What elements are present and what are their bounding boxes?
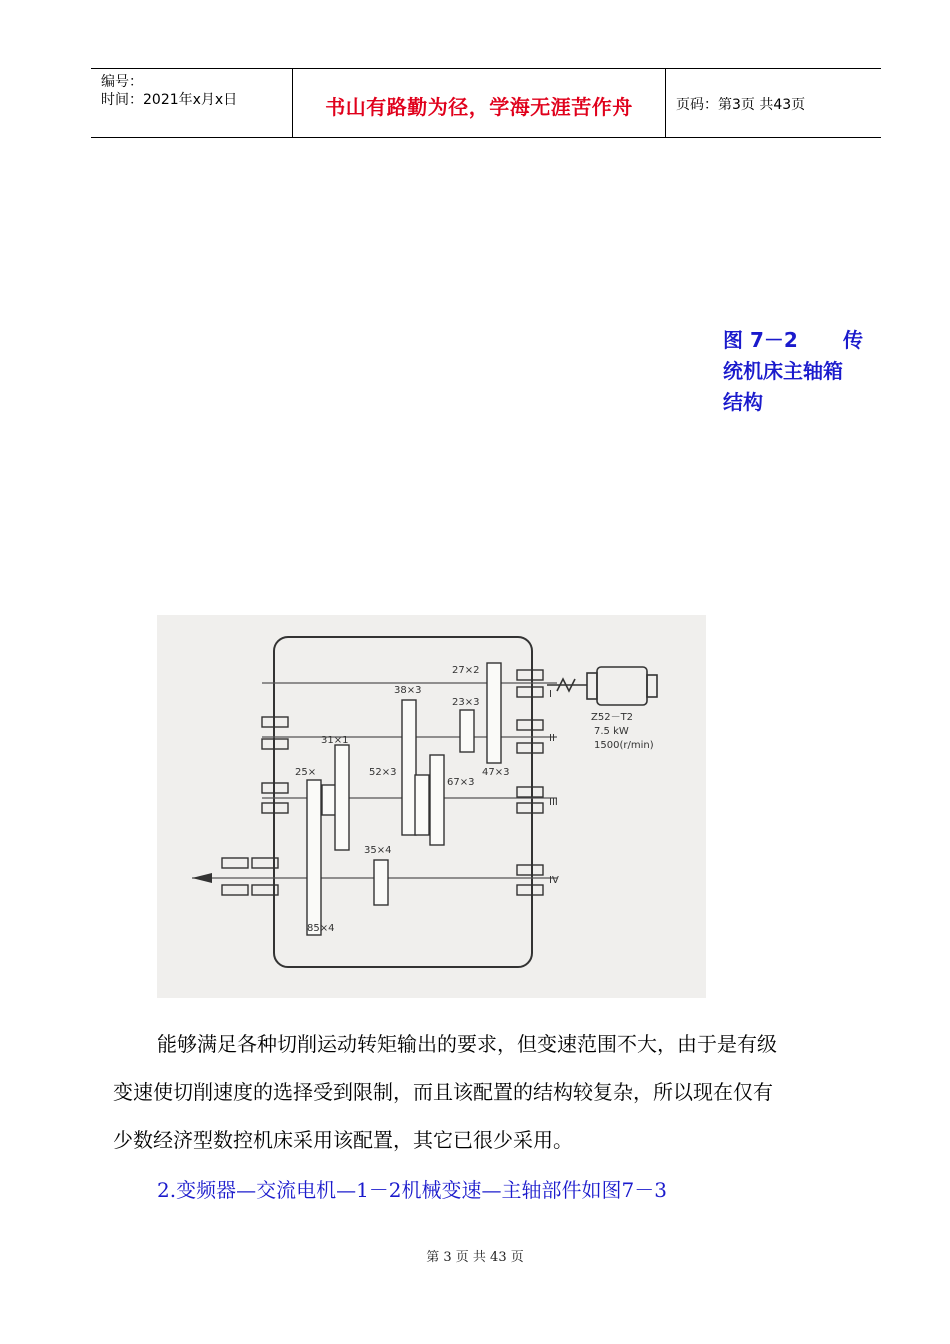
section-heading: 2.变频器—交流电机—1－2机械变速—主轴部件如图7－3 bbox=[157, 1178, 667, 1202]
gear-27 bbox=[487, 663, 501, 763]
caption-line-2: 统机床主轴箱 bbox=[723, 359, 843, 383]
label-67: 67×3 bbox=[447, 777, 475, 788]
label-23: 23×3 bbox=[452, 697, 480, 708]
caption-number: 图 7－2 bbox=[723, 328, 798, 352]
header-meta-cell bbox=[91, 69, 292, 137]
label-27: 27×2 bbox=[452, 665, 480, 676]
motor bbox=[547, 667, 657, 705]
caption-word-start: 传 bbox=[843, 328, 863, 352]
gear-23 bbox=[460, 710, 474, 752]
motor-model: Z52－T2 bbox=[591, 712, 634, 723]
page-footer: 第 3 页 共 43 页 bbox=[426, 1250, 524, 1265]
shaft-label-II: II bbox=[549, 733, 555, 744]
shaft-label-I: I bbox=[549, 689, 552, 700]
serial-label: 编号： bbox=[101, 74, 143, 90]
header-page-cell bbox=[666, 69, 881, 137]
right-bearings bbox=[517, 670, 543, 895]
label-52: 52×3 bbox=[369, 767, 397, 778]
label-25: 25× bbox=[295, 767, 317, 778]
header-motto-cell bbox=[292, 69, 666, 137]
paragraph-line: 能够满足各种切削运动转矩输出的要求，但变速范围不大，由于是有级 bbox=[157, 1032, 777, 1056]
gear-38 bbox=[402, 700, 416, 835]
page-info: 页码：第3页 共43页 bbox=[676, 97, 806, 113]
paragraph-line: 变速使切削速度的选择受到限制，而且该配置的结构较复杂，所以现在仅有 bbox=[113, 1080, 773, 1104]
gearbox-svg bbox=[157, 615, 706, 998]
label-35: 35×4 bbox=[364, 845, 392, 856]
shaft-label-IV: IV bbox=[549, 875, 559, 886]
time-label: 时间：2021年x月x日 bbox=[101, 92, 238, 108]
paragraph-line: 少数经济型数控机床采用该配置，其它已很少采用。 bbox=[113, 1128, 573, 1152]
shaft-label-III: III bbox=[549, 797, 558, 808]
label-38: 38×3 bbox=[394, 685, 422, 696]
gearbox-diagram bbox=[157, 615, 706, 998]
caption-line-3: 结构 bbox=[723, 390, 763, 414]
body-paragraph bbox=[113, 1020, 863, 1164]
input-arrow bbox=[192, 873, 212, 883]
label-85: 85×4 bbox=[307, 923, 335, 934]
figure-caption bbox=[723, 325, 863, 418]
motor-speed: 1500(r/min) bbox=[594, 740, 654, 751]
left-bearings bbox=[222, 717, 288, 895]
motor-power: 7.5 kW bbox=[594, 726, 629, 737]
motto-text: 书山有路勤为径，学海无涯苦作舟 bbox=[325, 95, 633, 119]
label-47: 47×3 bbox=[482, 767, 510, 778]
header-table bbox=[91, 68, 881, 138]
gear-85 bbox=[307, 780, 321, 935]
label-31: 31×1 bbox=[321, 735, 349, 746]
gear-35 bbox=[374, 860, 388, 905]
